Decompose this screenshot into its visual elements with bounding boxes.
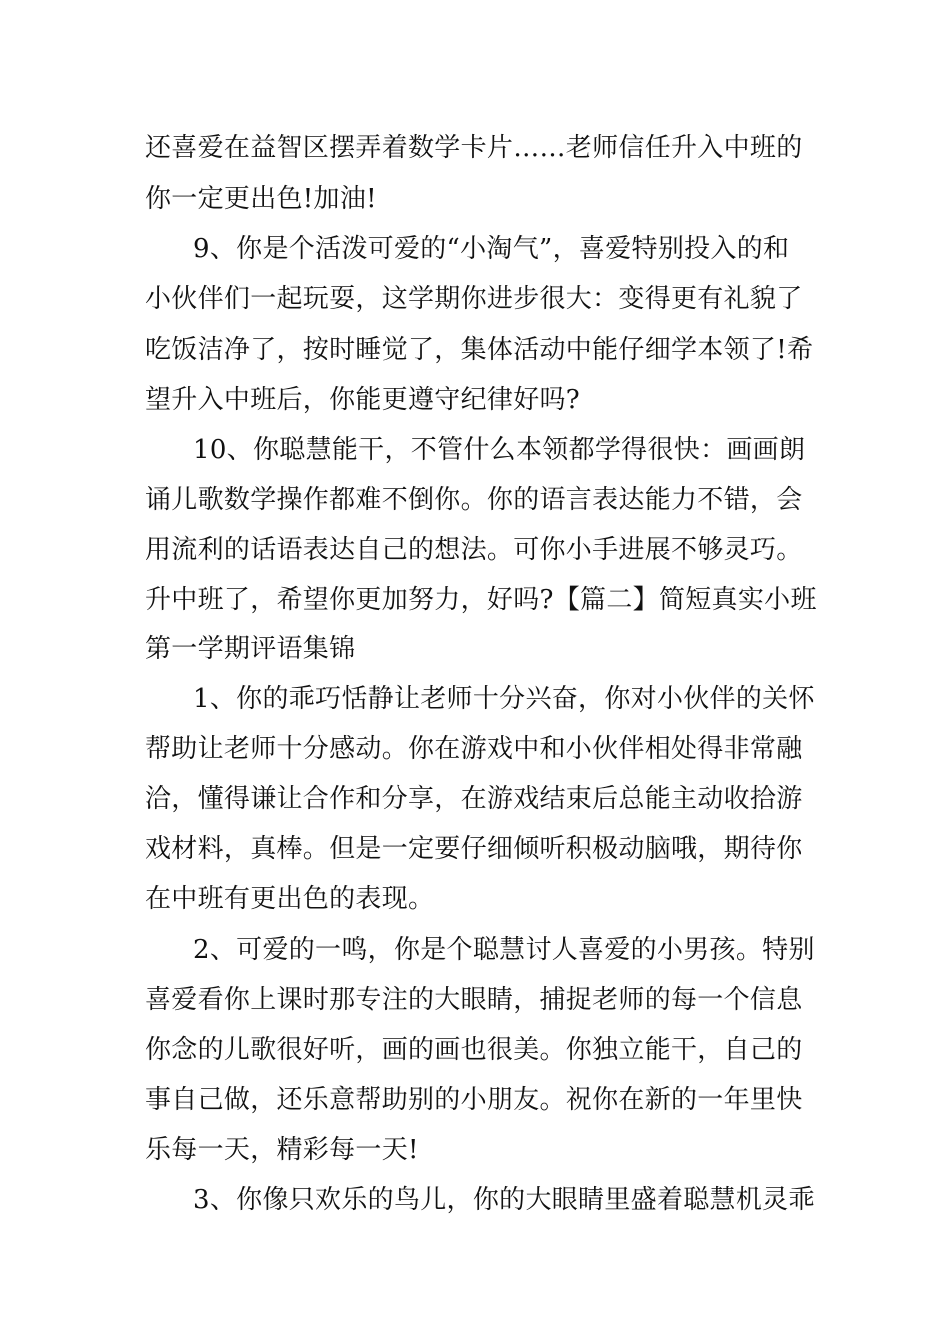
text-line: 帮助让老师十分感动。你在游戏中和小伙伴相处得非常融 bbox=[145, 734, 803, 764]
text-line: 小伙伴们一起玩耍，这学期你进步很大：变得更有礼貌了 bbox=[145, 284, 803, 314]
text-line: 升中班了，希望你更加努力，好吗?【篇二】简短真实小班 bbox=[145, 585, 817, 615]
paragraph-1-start: 1、你的乖巧恬静让老师十分兴奋，你对小伙伴的关怀 bbox=[193, 684, 815, 714]
text-line: 望升入中班后，你能更遵守纪律好吗? bbox=[145, 385, 581, 415]
text-line: 用流利的话语表达自己的想法。可你小手进展不够灵巧。 bbox=[145, 535, 803, 565]
paragraph-3-start: 3、你像只欢乐的鸟儿，你的大眼睛里盛着聪慧机灵乖 bbox=[193, 1185, 815, 1215]
text-line: 你念的儿歌很好听，画的画也很美。你独立能干，自己的 bbox=[145, 1035, 803, 1065]
text-line: 事自己做，还乐意帮助别的小朋友。祝你在新的一年里快 bbox=[145, 1085, 803, 1115]
text-line: 在中班有更出色的表现。 bbox=[145, 884, 435, 914]
text-line: 喜爱看你上课时那专注的大眼睛，捕捉老师的每一个信息 bbox=[145, 985, 803, 1015]
section-title-line: 第一学期评语集锦 bbox=[145, 634, 356, 664]
paragraph-2-start: 2、可爱的一鸣，你是个聪慧讨人喜爱的小男孩。特别 bbox=[193, 935, 815, 965]
text-line: 吃饭洁净了，按时睡觉了，集体活动中能仔细学本领了!希 bbox=[145, 335, 814, 365]
text-line: 诵儿歌数学操作都难不倒你。你的语言表达能力不错，会 bbox=[145, 485, 803, 515]
paragraph-10-start: 10、你聪慧能干，不管什么本领都学得很快：画画朗 bbox=[193, 435, 806, 465]
paragraph-9-start: 9、你是个活泼可爱的“小淘气”，喜爱特别投入的和 bbox=[193, 234, 790, 264]
text-line: 洽，懂得谦让合作和分享，在游戏结束后总能主动收拾游 bbox=[145, 784, 803, 814]
text-line: 戏材料，真棒。但是一定要仔细倾听积极动脑哦，期待你 bbox=[145, 834, 803, 864]
text-line: 还喜爱在益智区摆弄着数学卡片……老师信任升入中班的 bbox=[145, 133, 803, 163]
text-line: 乐每一天，精彩每一天! bbox=[145, 1135, 419, 1165]
text-line: 你一定更出色!加油! bbox=[145, 184, 377, 214]
